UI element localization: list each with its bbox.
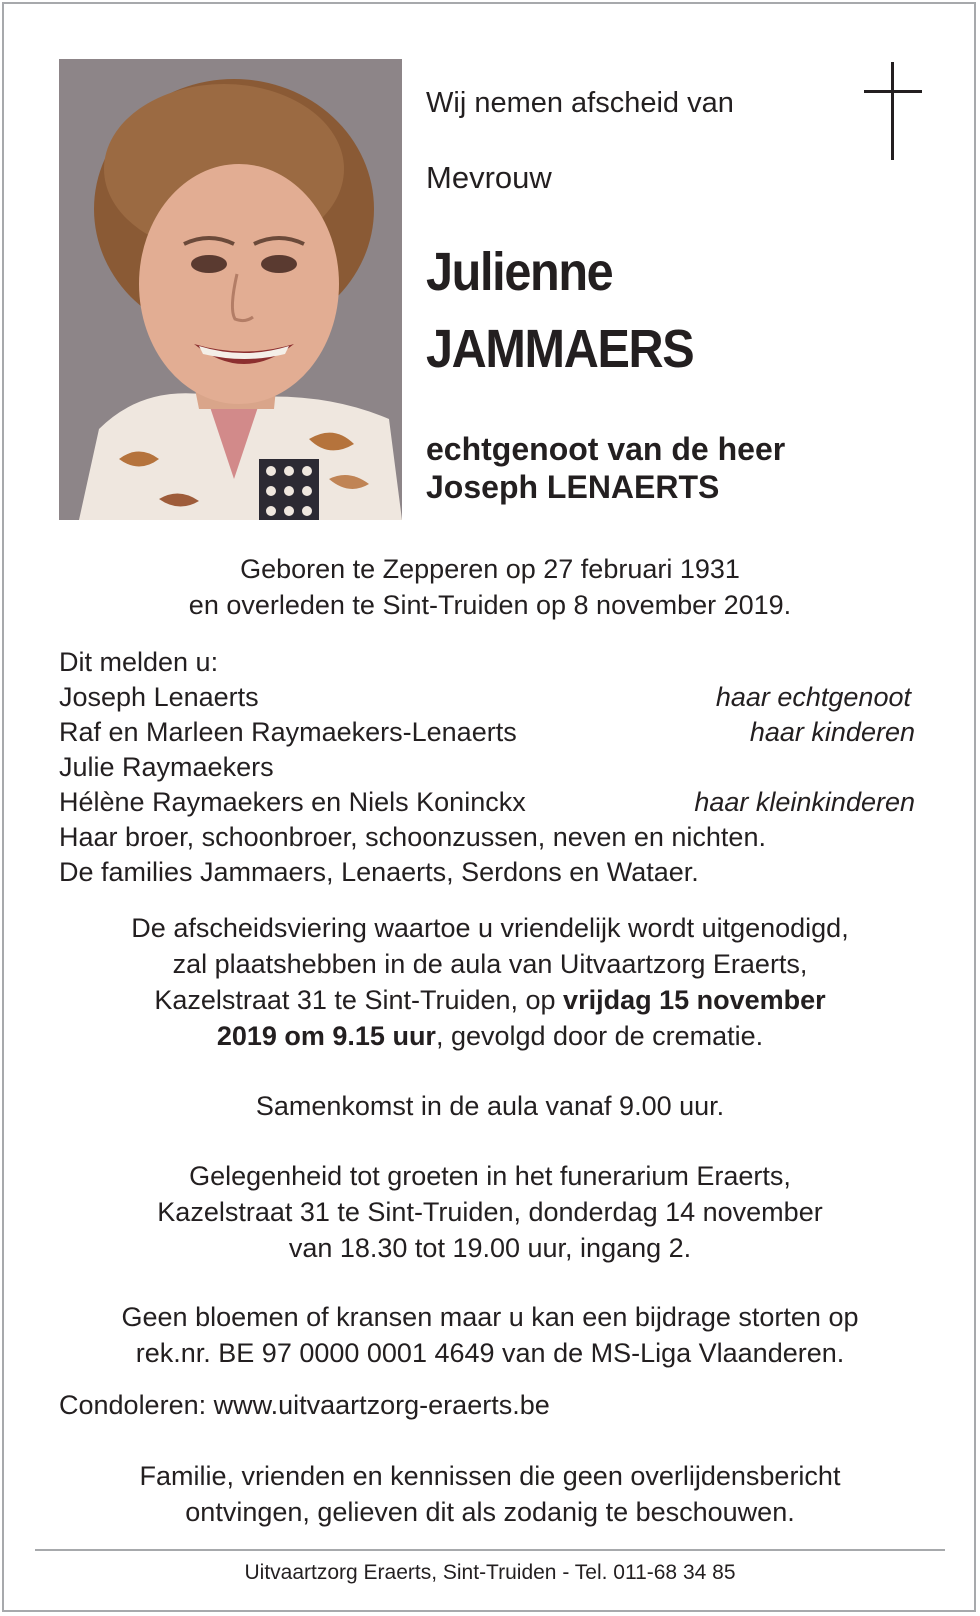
ceremony-line-4 (0, 1018, 980, 1054)
portrait-illustration (59, 59, 402, 520)
spouse-block (426, 430, 785, 506)
death-line: en overleden te Sint-Truiden op 8 november 2019. (188, 590, 792, 620)
cross-icon (864, 62, 922, 160)
ceremony-block (0, 910, 980, 1054)
closing-line-1: Familie, vrienden en kennissen die geen overlijdensbericht (139, 1461, 841, 1491)
closing-line-2: ontvingen, gelieven dit als zodanig te beschouwen. (185, 1497, 795, 1527)
visitation-block (0, 1158, 980, 1266)
donation-block (0, 1299, 980, 1371)
ceremony-address: Kazelstraat 31 te Sint-Truiden, op (154, 985, 564, 1015)
announcer-name: Joseph Lenaerts (59, 682, 259, 712)
announcer-row (59, 715, 915, 750)
ceremony-time: 2019 om 9.15 uur (216, 1021, 436, 1051)
spouse-line-1: echtgenoot van de heer (426, 431, 786, 467)
visitation-line-1: Gelegenheid tot groeten in het funerarium Eraerts, (189, 1161, 791, 1191)
announcer-relation: haar kinderen (749, 717, 915, 747)
ceremony-line-3 (0, 982, 980, 1018)
announcer-row (59, 785, 915, 820)
announcers-extra-1: Haar broer, schoonbroer, schoonzussen, neven en nichten. (59, 822, 766, 852)
donation-line-1: Geen bloemen of kransen maar u kan een bijdrage storten op (121, 1302, 859, 1332)
announcer-name: Hélène Raymaekers en Niels Koninckx (59, 787, 526, 817)
announcers-heading: Dit melden u: (59, 647, 219, 677)
deceased-first-name: Julienne (426, 242, 613, 302)
footer-divider (35, 1549, 945, 1551)
donation-line-2: rek.nr. BE 97 0000 0001 4649 van de MS-Liga Vlaanderen. (135, 1338, 845, 1368)
ceremony-date: vrijdag 15 november (563, 985, 826, 1015)
deceased-last-name: JAMMAERS (426, 319, 694, 379)
announcers-extra-2: De families Jammaers, Lenaerts, Serdons en Wataer. (59, 857, 699, 887)
portrait-photo (59, 59, 402, 520)
announcer-name: Julie Raymaekers (59, 752, 274, 782)
announcer-relation: haar kleinkinderen (694, 787, 915, 817)
condolences-text: Condoleren: www.uitvaartzorg-eraerts.be (59, 1390, 550, 1420)
visitation-line-3: van 18.30 tot 19.00 uur, ingang 2. (288, 1233, 692, 1263)
closing-block (0, 1458, 980, 1530)
birth-line: Geboren te Zepperen op 27 februari 1931 (240, 554, 740, 584)
visitation-line-2: Kazelstraat 31 te Sint-Truiden, donderdag 14 november (157, 1197, 823, 1227)
announcer-row (59, 680, 915, 715)
intro-text: Wij nemen afscheid van (426, 87, 734, 119)
salutation: Mevrouw (426, 160, 552, 195)
ceremony-line-2: zal plaatshebben in de aula van Uitvaartzorg Eraerts, (172, 949, 808, 979)
footer-text: Uitvaartzorg Eraerts, Sint-Truiden - Tel. 011-68 34 85 (244, 1561, 736, 1584)
gathering-text: Samenkomst in de aula vanaf 9.00 uur. (255, 1091, 725, 1121)
ceremony-followup: , gevolgd door de crematie. (435, 1021, 764, 1051)
ceremony-line-1: De afscheidsviering waartoe u vriendelijk wordt uitgenodigd, (131, 913, 849, 943)
spouse-name: Joseph LENAERTS (426, 469, 720, 505)
birth-death-block (0, 551, 980, 623)
announcer-name: Raf en Marleen Raymaekers-Lenaerts (59, 717, 517, 747)
announcer-relation: haar echtgenoot (715, 682, 911, 712)
announcer-row (59, 750, 915, 785)
